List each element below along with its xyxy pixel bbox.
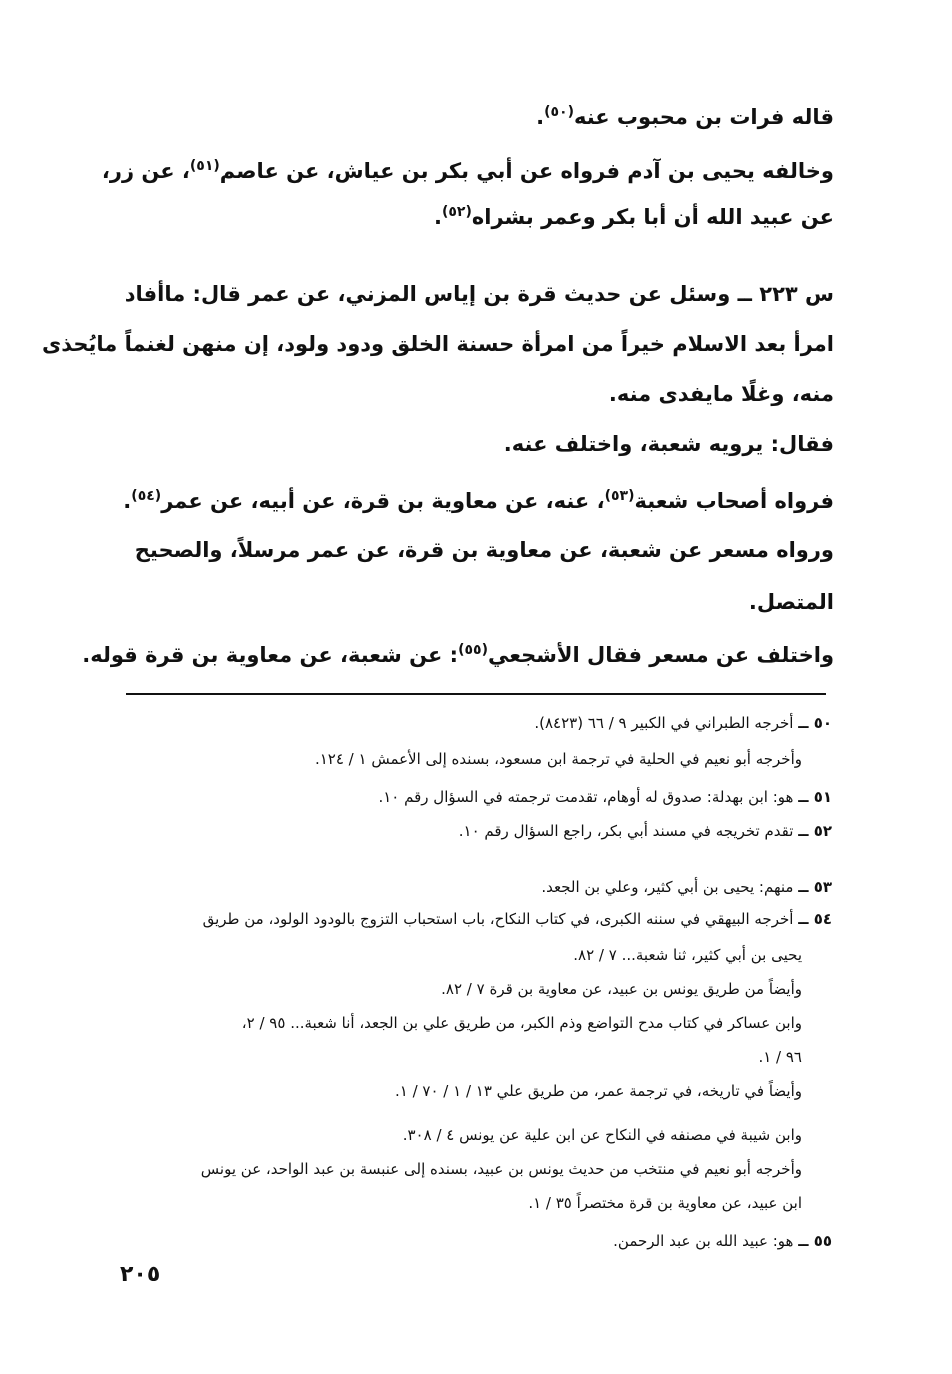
main-line-2: وخالفه يحيى بن آدم فرواه عن أبي بكر بن عياش، عن عاصم$^{(٥١)}$، عن زر، — [101, 158, 834, 183]
footnote-54-line-g: وابن شيبة في مصنفه في النكاح عن ابن علية عن يونس ٤ / ٣٠٨. — [402, 1126, 802, 1144]
footnote-ref-53[interactable]: (٥٣) — [604, 488, 635, 504]
footnote-52: ٥٢ ــ تقدم تخريجه في مسند أبي بكر، راجع السؤال رقم ١٠. — [458, 822, 832, 840]
main-line-11: واختلف عن مسعر فقال الأشجعي$^{(٥٥)}$: عن شعبة، عن معاوية بن قرة قوله. — [82, 642, 834, 667]
footnote-ref-55[interactable]: (٥٥) — [458, 642, 488, 658]
footnote-ref-54[interactable]: (٥٤) — [131, 488, 162, 504]
footnote-54-line-c: وأيضاً من طريق يونس بن عبيد، عن معاوية بن قرة ٧ / ٨٢. — [441, 980, 802, 998]
footnote-54-line-d: وابن عساكر في كتاب مدح التواضع وذم الكبر، من طريق علي بن الجعد، أنا شعبة... ٩٥ / ٢، — [241, 1014, 802, 1032]
footnote-54-line-f: وأيضاً في تاريخه، في ترجمة عمر، من طريق علي ١٣ / ١ / ٧٠ / ١. — [394, 1082, 802, 1100]
footnote-54-line-h: وأخرجه أبو نعيم في منتخب من حديث يونس بن عبيد، بسنده إلى عنبسة بن عبد الواحد، عن يونس — [200, 1160, 802, 1178]
main-text: عن عبيد الله أن أبا بكر وعمر بشراه — [471, 205, 834, 229]
footnote-51: ٥١ ــ هو: ابن بهدلة: صدوق له أوهام، تقدمت ترجمته في السؤال رقم ١٠. — [378, 788, 832, 806]
main-line-7: فقال: يرويه شعبة، واختلف عنه. — [503, 432, 834, 456]
main-text: قاله فرات بن محبوب عنه — [573, 105, 834, 129]
main-line-8: فرواه أصحاب شعبة$^{(٥٣)}$، عنه، عن معاوية بن قرة، عن أبيه، عن عمر$^{(٥٤)}$. — [123, 488, 834, 513]
footnote-ref-51[interactable]: (٥١) — [189, 158, 220, 174]
main-line-5: امرأ بعد الاسلام خيراً من امرأة حسنة الخلق ودود ولود، إن منهن لغنماً مايُحذى — [42, 332, 834, 356]
main-line-9: ورواه مسعر عن شعبة، عن معاوية بن قرة، عن عمر مرسلاً، والصحيح — [134, 538, 834, 562]
footnote-ref-52[interactable]: (٥٢) — [441, 204, 472, 220]
main-line-3: عن عبيد الله أن أبا بكر وعمر بشراه$^{(٥٢)}$. — [433, 204, 834, 229]
footnote-ref-50[interactable]: (٥٠) — [544, 104, 574, 120]
footnote-50: ٥٠ ــ أخرجه الطبراني في الكبير ٩ / ٦٦ (٨٤٢٣). — [534, 714, 832, 732]
footnote-separator — [126, 693, 826, 695]
footnote-54: ٥٤ ــ أخرجه البيهقي في سننه الكبرى، في كتاب النكاح، باب استحباب التزوج بالودود الولود، من طريق — [202, 910, 832, 928]
footnote-54-line-e: ٩٦ / ١. — [758, 1048, 802, 1066]
main-line-10: المتصل. — [748, 590, 834, 614]
main-text: وخالفه يحيى بن آدم فرواه عن أبي بكر بن عياش، عن عاصم — [219, 159, 834, 183]
footnote-54-line-b: يحيى بن أبي كثير، ثنا شعبة... ٧ / ٨٢. — [573, 946, 802, 964]
main-line-6: منه، وغلًا مايفدى منه. — [608, 382, 834, 406]
page-number: ٢٠٥ — [120, 1262, 161, 1287]
footnote-50-continued: وأخرجه أبو نعيم في الحلية في ترجمة ابن مسعود، بسنده إلى الأعمش ١ / ١٢٤. — [314, 750, 802, 768]
main-line-1: قاله فرات بن محبوب عنه$^{(٥٠)}$. — [536, 104, 834, 129]
footnote-54-line-i: ابن عبيد، عن معاوية بن قرة مختصراً ٣٥ / ١. — [528, 1194, 802, 1212]
footnote-55: ٥٥ ــ هو: عبيد الله بن عبد الرحمن. — [613, 1232, 832, 1250]
question-heading-223: س ٢٢٣ ــ وسئل عن حديث قرة بن إياس المزني، عن عمر قال: ماأفاد — [124, 282, 834, 306]
footnote-53: ٥٣ ــ منهم: يحيى بن أبي كثير، وعلي بن الجعد. — [541, 878, 832, 896]
